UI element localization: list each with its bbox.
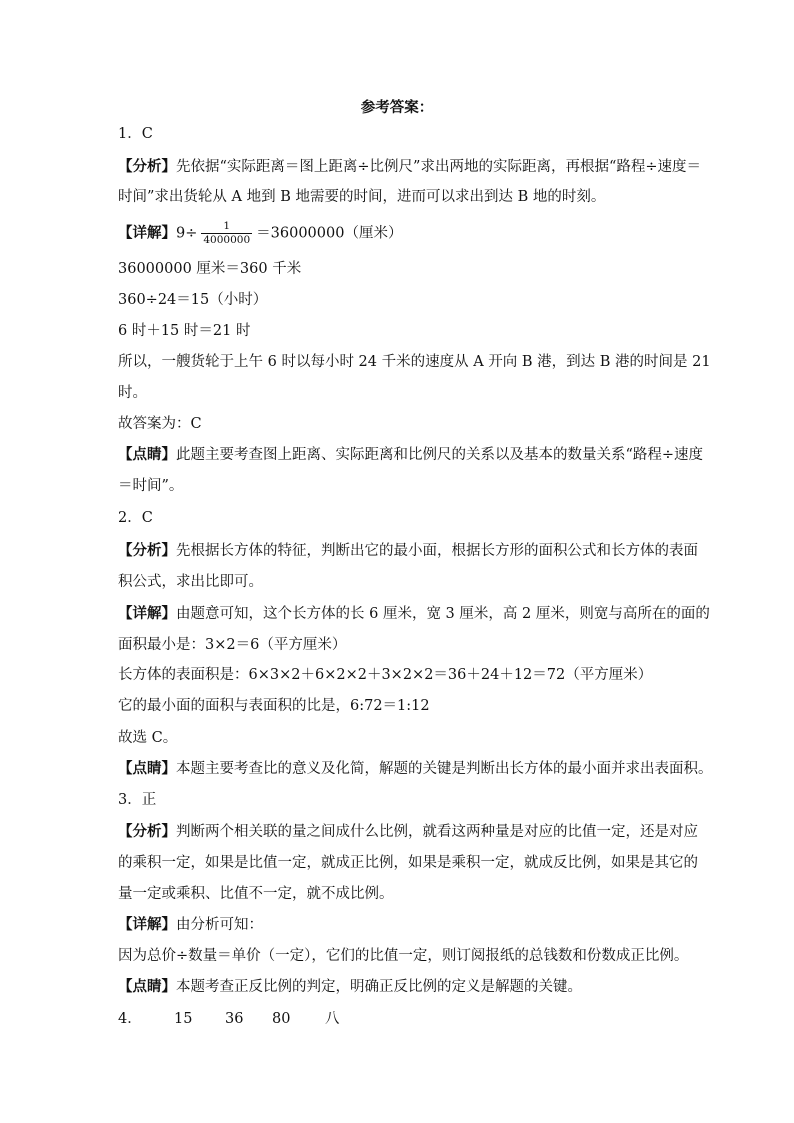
q2-step-1: 长方体的表面积是：6×3×2＋6×2×2＋3×2×2＝36＋24＋12＝72（平方厘米） — [118, 667, 653, 683]
q2-analysis-line-1 — [118, 541, 698, 561]
q1-analysis-line-1 — [118, 157, 701, 177]
q2-analysis-line-2: 积公式，求出比即可。 — [118, 574, 263, 590]
q3-comment-text-1: 本题考查正反比例的判定，明确正反比例的定义是解题的关键。 — [176, 979, 582, 995]
q1-analysis-text-1: 先依据“实际距离＝图上距离÷比例尺”求出两地的实际距离，再根据“路程÷速度＝ — [176, 159, 702, 175]
q4-answer-1: 15 — [174, 1011, 193, 1027]
q1-comment-line-1 — [118, 445, 703, 465]
q1-detail-suffix: ＝36000000（厘米） — [256, 225, 403, 242]
q2-number: 2．C — [118, 510, 153, 526]
q1-fraction-denominator: 4000000 — [203, 234, 251, 246]
q2-comment-line-1 — [118, 759, 713, 779]
q1-conclusion-line-1: 所以，一艘货轮于上午 6 时以每小时 24 千米的速度从 A 开向 B 港，到达 B 港的时间是 21 — [118, 354, 711, 370]
q3-analysis-text-1: 判断两个相关联的量之间成什么比例，就看这两种量是对应的比值一定，还是对应 — [176, 824, 698, 840]
q1-comment-text-1: 此题主要考查图上距离、实际距离和比例尺的关系以及基本的数量关系“路程÷速度 — [176, 447, 704, 463]
q1-conclusion-line-2: 时。 — [118, 385, 147, 401]
q3-detail-tag: 【详解】 — [118, 916, 176, 933]
q1-detail-line — [118, 220, 402, 247]
q4-number: 4． — [118, 1011, 142, 1027]
q4-answer-2: 36 — [225, 1011, 244, 1027]
q3-comment-line-1 — [118, 977, 582, 997]
q3-detail-text-1: 由分析可知： — [176, 917, 263, 933]
q1-comment-line-2: ＝时间”。 — [118, 478, 184, 494]
q2-detail-line-1 — [118, 604, 710, 624]
q1-step-2: 360÷24＝15（小时） — [118, 292, 268, 308]
q2-detail-line-2: 面积最小是：3×2＝6（平方厘米） — [118, 637, 347, 653]
q1-detail-tag: 【详解】 — [118, 224, 176, 242]
q2-analysis-text-1: 先根据长方体的特征，判断出它的最小面，根据长方形的面积公式和长方体的表面 — [176, 543, 698, 559]
q1-fraction — [201, 220, 252, 247]
q4-answer-row — [118, 1009, 340, 1029]
q3-analysis-line-1 — [118, 822, 698, 842]
q3-comment-tag: 【点睛】 — [118, 978, 176, 995]
q1-fraction-numerator: 1 — [223, 220, 231, 232]
q3-number: 3．正 — [118, 792, 157, 808]
page-title: 参考答案： — [360, 99, 434, 116]
q3-analysis-line-3: 量一定或乘积、比值不一定，就不成比例。 — [118, 886, 394, 902]
q2-detail-tag: 【详解】 — [118, 605, 176, 622]
q1-number: 1．C — [118, 126, 153, 142]
q3-analysis-line-2: 的乘积一定，如果是比值一定，就成正比例，如果是乘积一定，就成反比例，如果是其它的 — [118, 855, 698, 871]
q2-detail-text-1: 由题意可知，这个长方体的长 6 厘米，宽 3 厘米，高 2 厘米，则宽与高所在的面的 — [176, 606, 710, 622]
q1-step-1: 36000000 厘米＝360 千米 — [118, 261, 302, 277]
q1-detail-prefix: 9÷ — [176, 225, 198, 242]
q1-analysis-line-2: 时间”求出货轮从 A 地到 B 地需要的时间，进而可以求出到达 B 地的时刻。 — [118, 189, 606, 205]
q2-comment-tag: 【点睛】 — [118, 760, 176, 777]
q2-answer: 故选 C。 — [118, 730, 178, 746]
q4-answer-3: 80 — [272, 1011, 291, 1027]
q1-step-3: 6 时＋15 时＝21 时 — [118, 323, 251, 339]
q3-detail-line-1 — [118, 915, 263, 935]
q3-analysis-tag: 【分析】 — [118, 823, 176, 840]
q2-analysis-tag: 【分析】 — [118, 542, 176, 559]
q2-step-2: 它的最小面的面积与表面积的比是，6:72＝1:12 — [118, 698, 430, 714]
q1-analysis-tag: 【分析】 — [118, 158, 176, 175]
q1-comment-tag: 【点睛】 — [118, 446, 176, 463]
q2-comment-text-1: 本题主要考查比的意义及化简，解题的关键是判断出长方体的最小面并求出表面积。 — [176, 761, 713, 777]
q4-answer-4: 八 — [325, 1011, 340, 1027]
q3-detail-line-2: 因为总价÷数量＝单价（一定），它们的比值一定，则订阅报纸的总钱数和份数成正比例。 — [118, 948, 689, 964]
q1-answer: 故答案为：C — [118, 416, 202, 432]
